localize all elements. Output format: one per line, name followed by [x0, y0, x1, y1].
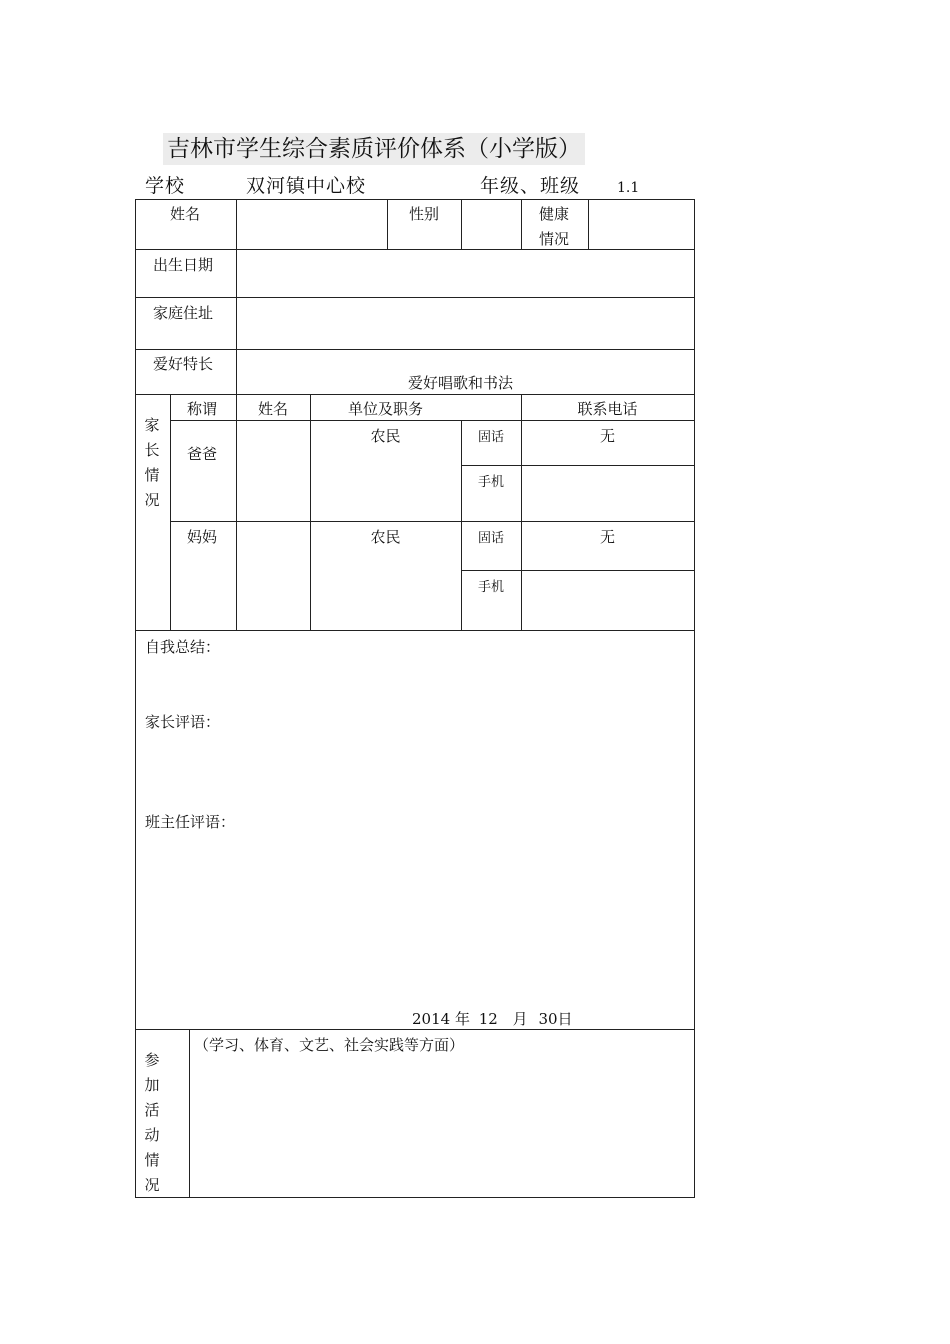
col-work-header: 单位及职务 — [347, 400, 423, 418]
health-label-line2: 情况 — [539, 230, 570, 248]
date-month-unit: 月 — [512, 1010, 528, 1028]
father-work: 农民 — [370, 427, 401, 445]
col-title-header: 称谓 — [187, 400, 218, 418]
date-day-unit: 日 — [557, 1010, 573, 1028]
father-mobile-label: 手机 — [478, 475, 505, 490]
mother-landline-value: 无 — [599, 528, 615, 546]
page-title: 吉林市学生综合素质评价体系（小学版） — [163, 133, 585, 165]
birth-date-label: 出生日期 — [153, 256, 214, 274]
hobby-value: 爱好唱歌和书法 — [408, 374, 514, 392]
hobby-label: 爱好特长 — [153, 355, 214, 373]
gender-label: 性别 — [409, 205, 440, 223]
father-landline-label: 固话 — [478, 430, 505, 445]
col-name-header: 姓名 — [258, 400, 289, 418]
activities-hint: （学习、体育、文艺、社会实践等方面） — [194, 1036, 465, 1054]
health-label-line1: 健康 — [539, 205, 570, 223]
mother-work: 农民 — [370, 528, 401, 546]
date-month: 12 — [478, 1010, 498, 1028]
mother-title: 妈妈 — [187, 528, 218, 546]
school-label: 学校 — [145, 175, 186, 197]
parent-comment-label: 家长评语： — [145, 713, 221, 731]
school-value: 双河镇中心校 — [246, 175, 367, 197]
teacher-comment-label: 班主任评语： — [145, 813, 236, 831]
father-landline-value: 无 — [599, 427, 615, 445]
mother-mobile-label: 手机 — [478, 580, 505, 595]
grade-value: 1.1 — [617, 180, 640, 196]
mother-landline-label: 固话 — [478, 531, 505, 546]
parents-section-label: 家 长 情 况 — [144, 416, 160, 509]
date-year: 2014 — [412, 1010, 451, 1028]
father-title: 爸爸 — [187, 445, 218, 463]
name-label: 姓名 — [170, 205, 201, 223]
date-year-unit: 年 — [454, 1010, 470, 1028]
activities-section-label: 参 加 活 动 情 况 — [144, 1051, 160, 1194]
address-label: 家庭住址 — [153, 304, 214, 322]
col-phone-header: 联系电话 — [577, 400, 638, 418]
comment-date — [412, 1008, 573, 1029]
date-day: 30 — [538, 1010, 558, 1028]
grade-label: 年级、班级 — [480, 175, 581, 197]
self-summary-label: 自我总结： — [145, 638, 221, 656]
